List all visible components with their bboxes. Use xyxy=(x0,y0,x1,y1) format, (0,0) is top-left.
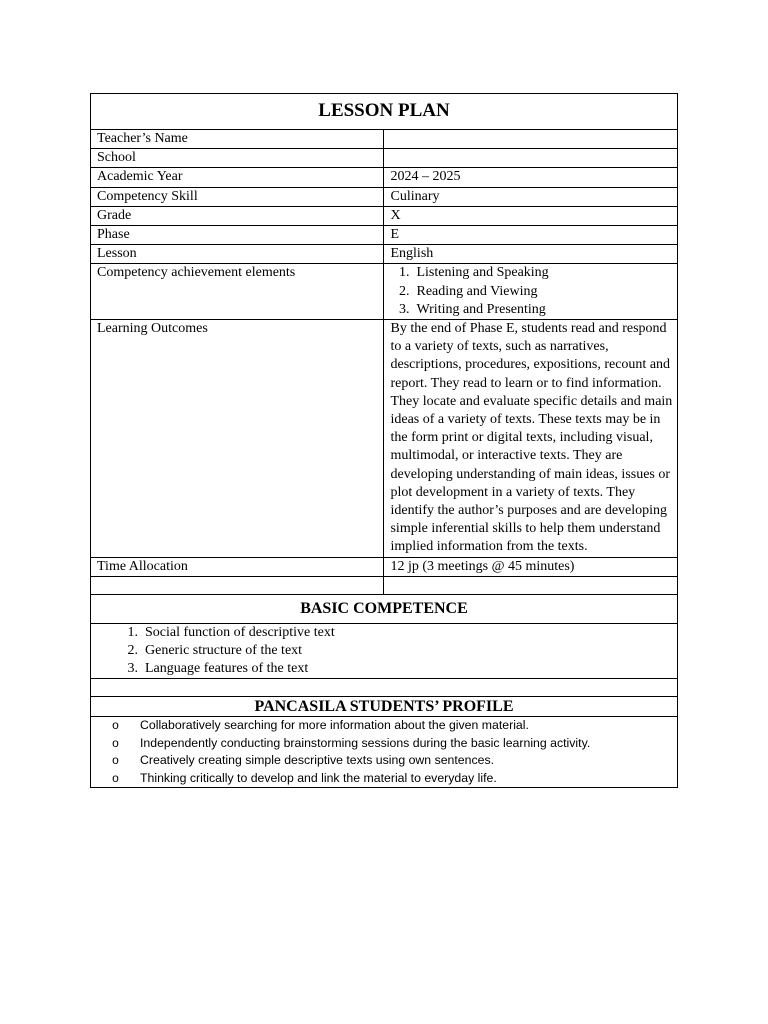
list-item: o Collaboratively searching for more information about the given material. xyxy=(91,717,677,735)
row-value: 2024 – 2025 xyxy=(384,168,678,187)
profile-cell xyxy=(91,717,678,788)
row-label: Competency Skill xyxy=(91,187,384,206)
list-item: 3. Language features of the text xyxy=(127,661,309,677)
list-item: 1. Listening and Speaking xyxy=(398,265,549,281)
outcomes-text: By the end of Phase E, students read and respond to a variety of texts, such as narratives, descriptions, procedures, expositions, recount and report. They read to learn or to find information. They locate and evaluate specific details and main ideas of a variety of texts. These texts may be in the form print or digital texts, including visual, multimodal, or interactive texts. They are developing understanding of main ideas, issues or plot development in a variety of texts. They identify the author’s purposes and are developing simple inferential skills to help them understand implied information from the texts. xyxy=(384,320,678,558)
table-row xyxy=(91,226,678,245)
document-title: LESSON PLAN xyxy=(91,94,678,130)
outcomes-row xyxy=(91,320,678,558)
row-value xyxy=(384,149,678,168)
table-row xyxy=(91,168,678,187)
list-item: o Thinking critically to develop and link the material to everyday life. xyxy=(91,770,677,788)
bullet-icon: o xyxy=(112,770,119,785)
list-item: o Creatively creating simple descriptive texts using own sentences. xyxy=(91,752,677,770)
profile-list xyxy=(91,717,677,787)
list-item: 3. Writing and Presenting xyxy=(398,301,546,317)
row-label: School xyxy=(91,149,384,168)
bullet-icon: o xyxy=(112,718,119,733)
row-label: Academic Year xyxy=(91,168,384,187)
basic-competence-heading: BASIC COMPETENCE xyxy=(91,594,678,623)
list-item: 1. Social function of descriptive text xyxy=(127,624,335,640)
row-label: Teacher’s Name xyxy=(91,130,384,149)
empty-row xyxy=(91,576,678,594)
row-value: E xyxy=(384,226,678,245)
achievement-list xyxy=(387,264,677,319)
table-row xyxy=(91,130,678,149)
list-item: o Independently conducting brainstorming sessions during the basic learning activity. xyxy=(91,735,677,753)
outcomes-label: Learning Outcomes xyxy=(91,320,384,558)
time-row xyxy=(91,557,678,576)
achievement-list-cell xyxy=(384,264,678,320)
row-label: Phase xyxy=(91,226,384,245)
list-item: 2. Generic structure of the text xyxy=(127,643,303,659)
table-row xyxy=(91,245,678,264)
bullet-icon: o xyxy=(112,735,119,750)
row-value: English xyxy=(384,245,678,264)
table-row xyxy=(91,187,678,206)
basic-competence-cell xyxy=(91,623,678,679)
row-value: Culinary xyxy=(384,187,678,206)
profile-heading: PANCASILA STUDENTS’ PROFILE xyxy=(91,697,678,717)
table-row xyxy=(91,149,678,168)
bullet-icon: o xyxy=(112,753,119,768)
time-label: Time Allocation xyxy=(91,557,384,576)
row-label: Grade xyxy=(91,206,384,225)
lesson-plan-document xyxy=(90,93,678,788)
row-value xyxy=(384,130,678,149)
achievement-row xyxy=(91,264,678,320)
empty-row xyxy=(91,679,678,697)
row-value: X xyxy=(384,206,678,225)
row-label: Lesson xyxy=(91,245,384,264)
table-row xyxy=(91,206,678,225)
time-value: 12 jp (3 meetings @ 45 minutes) xyxy=(384,557,678,576)
lesson-plan-table xyxy=(90,93,678,788)
list-item: 2. Reading and Viewing xyxy=(398,283,538,299)
achievement-label: Competency achievement elements xyxy=(91,264,384,320)
basic-competence-list xyxy=(116,624,677,679)
